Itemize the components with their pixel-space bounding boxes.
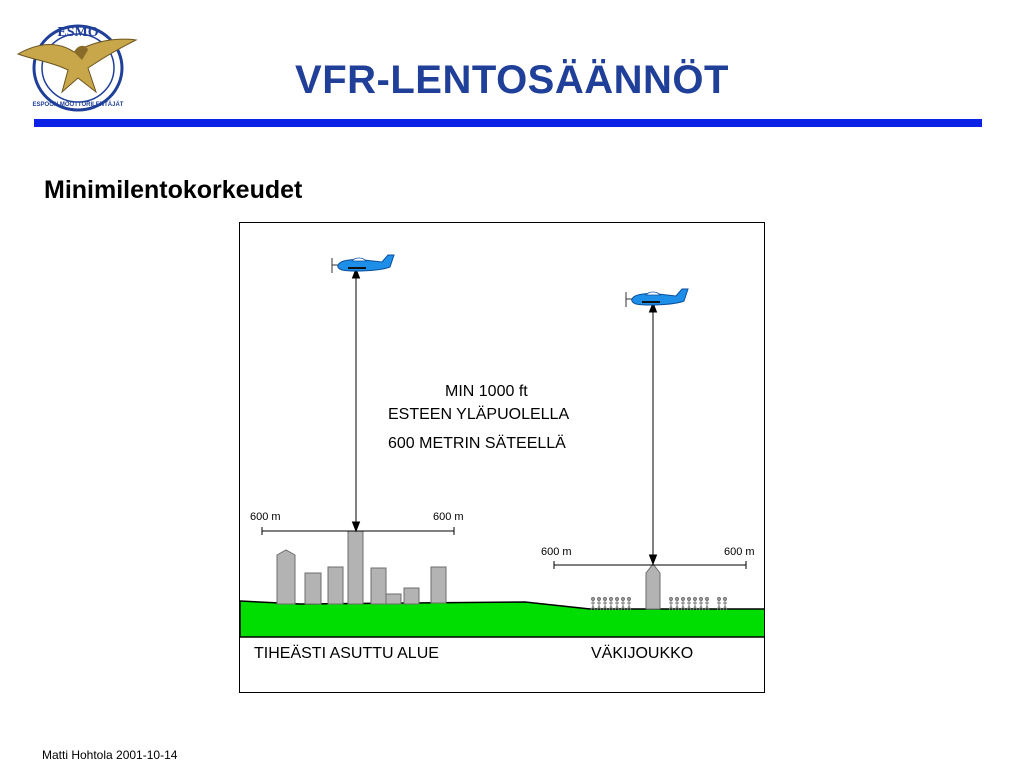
crowd-tower: [646, 564, 660, 609]
area-label-city: TIHEÄSTI ASUTTU ALUE: [254, 645, 439, 662]
city-buildings: [277, 531, 446, 604]
logo-top-text: ESMO: [57, 25, 99, 40]
area-label-crowd: VÄKIJOUKKO: [591, 645, 694, 662]
city-right-distance-label: 600 m: [433, 511, 464, 523]
footer-author-date: Matti Hohtola 2001-10-14: [42, 748, 178, 762]
title-divider: [34, 119, 982, 127]
rule-radius: 600 METRIN SÄTEELLÄ: [388, 435, 566, 452]
aircraft-icon-crowd: [626, 289, 688, 307]
ground: [240, 601, 765, 637]
rule-above-obstacle: ESTEEN YLÄPUOLELLA: [388, 406, 570, 423]
crowd-left-distance-label: 600 m: [541, 546, 572, 558]
aircraft-icon-city: [332, 255, 394, 273]
diagram-canvas: [240, 223, 765, 693]
crowd-right-distance-label: 600 m: [724, 546, 755, 558]
city-left-distance-label: 600 m: [250, 511, 281, 523]
page-title: VFR-LENTOSÄÄNNÖT: [295, 58, 729, 102]
rule-min-altitude: MIN 1000 ft: [445, 383, 528, 400]
altitude-diagram: [239, 222, 765, 693]
logo-ring-text: ESPOON MOOTTORILENTÄJÄT: [32, 102, 124, 108]
section-subtitle: Minimilentokorkeudet: [44, 176, 303, 204]
crowd-altitude-arrow: [650, 303, 657, 564]
city-altitude-arrow: [353, 269, 360, 531]
